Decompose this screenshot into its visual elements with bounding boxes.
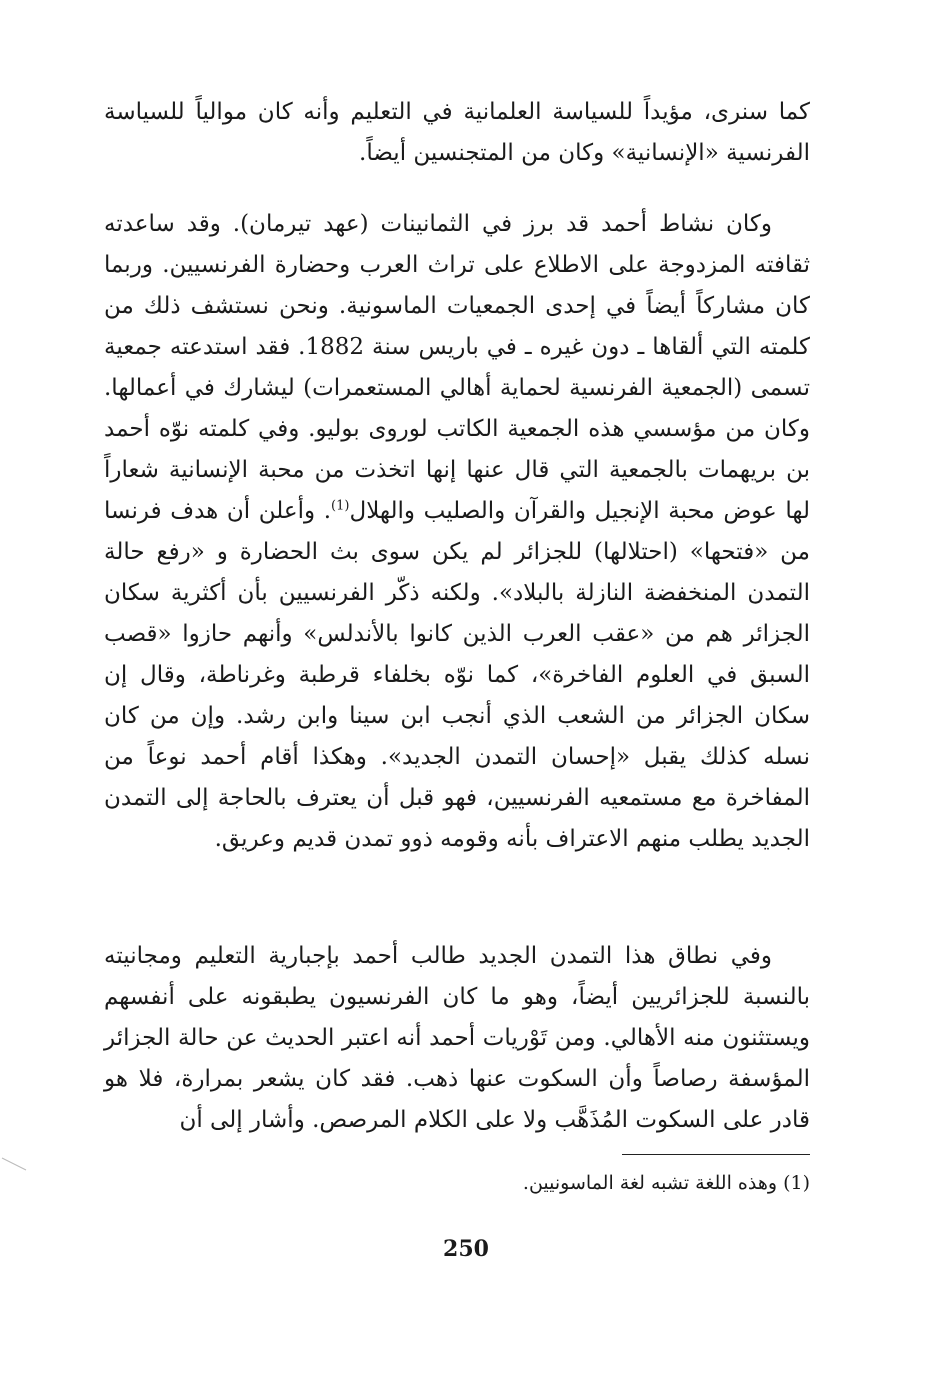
page-number: 250 xyxy=(443,1236,489,1262)
paragraph-2 xyxy=(104,204,810,860)
paragraph-1: كما سنرى، مؤيداً للسياسة العلمانية في التعليم وأنه كان موالياً للسياسة الفرنسية «الإنسانية» وكان من المتجنسين أيضاً. xyxy=(104,99,810,166)
footnote-divider xyxy=(622,1154,810,1155)
paragraph-3: وفي نطاق هذا التمدن الجديد طالب أحمد بإجبارية التعليم ومجانيته بالنسبة للجزائريين أيضاً، وهو ما كان الفرنسيون يطبقونه على أنفسهم ويستثنون منه الأهالي. ومن تَوْريات أحمد أنه اعتبر الحديث عن حالة الجزائر المؤسفة رصاصاً وأن السكوت عنها ذهب. فقد كان يشعر بمرارة، فلا هو قادر على السكوت المُذَهَّب ولا على الكلام المرصص. وأشار إلى أن xyxy=(104,943,810,1133)
footnote: (1) وهذه اللغة تشبه لغة الماسونيين. xyxy=(522,1172,810,1194)
footnote-marker: (1) xyxy=(331,498,350,514)
paragraph-2-text-before-note: وكان نشاط أحمد قد برز في الثمانينات (عهد تيرمان). وقد ساعدته ثقافته المزدوجة على الاطلاع على تراث العرب وحضارة الفرنسيين. وربما كان مشاركاً أيضاً في إحدى الجمعيات الماسونية. ونحن نستشف ذلك من كلمته التي ألقاها ـ دون غيره ـ في باريس سنة 1882. فقد استدعته جمعية تسمى (الجمعية الفرنسية لحماية أهالي المستعمرات) ليشارك في أعمالها. وكان من مؤسسي هذه الجمعية الكاتب لوروى بوليو. وفي كلمته نوّه أحمد بن بريهمات بالجمعية التي قال عنها إنها اتخذت من محبة الإنسانية شعاراً لها عوض محبة الإنجيل والقرآن والصليب والهلال xyxy=(104,211,810,524)
paragraph-2-text-after-note: . وأعلن أن هدف فرنسا من «فتحها» (احتلالها) للجزائر لم يكن سوى بث الحضارة و «رفع حالة التمدن المنخفضة النازلة بالبلاد». ولكنه ذكّر الفرنسيين بأن أكثرية سكان الجزائر هم من «عقب العرب الذين كانوا بالأندلس» وأنهم حازوا «قصب السبق في العلوم الفاخرة»، كما نوّه بخلفاء قرطبة وغرناطة، وقال إن سكان الجزائر من الشعب الذي أنجب ابن سينا وابن رشد. وإن من كان نسله كذلك يقبل «إحسان التمدن الجديد». وهكذا أقام أحمد نوعاً من المفاخرة مع مستمعيه الفرنسيين، فهو قبل أن يعترف بالحاجة إلى التمدن الجديد يطلب منهم الاعتراف بأنه وقومه ذوو تمدن قديم وعريق. xyxy=(104,498,810,852)
scan-artifact-mark xyxy=(0,1150,40,1180)
